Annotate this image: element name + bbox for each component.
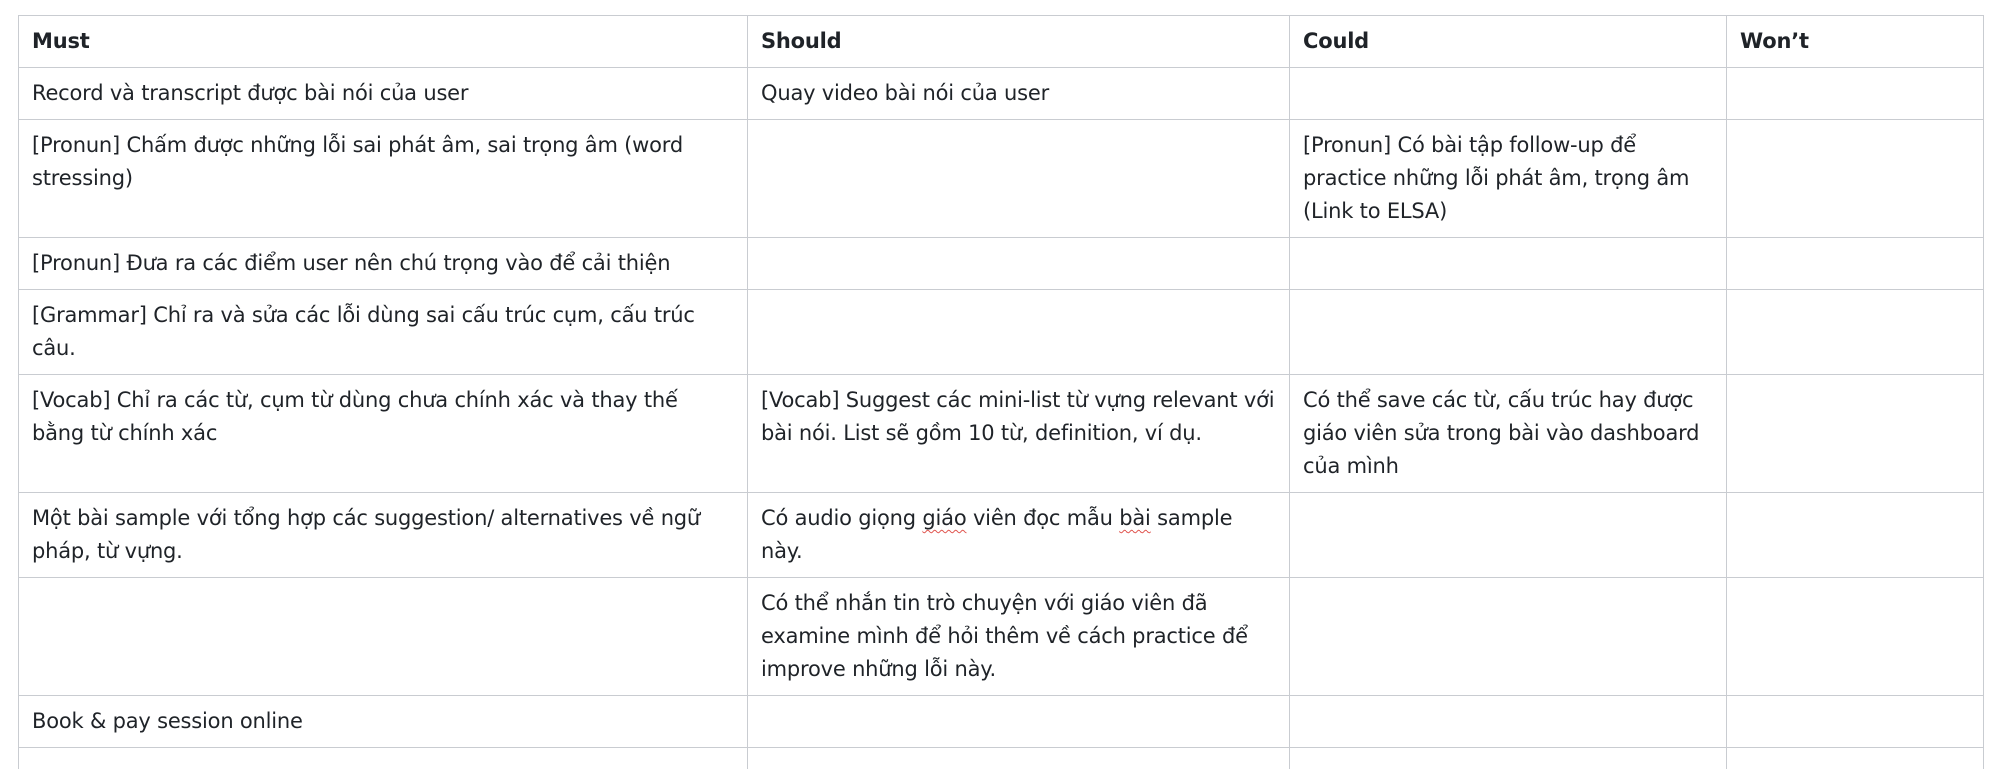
cell-wont[interactable]: [1727, 238, 1984, 290]
cell-should[interactable]: [748, 238, 1290, 290]
cell-wont[interactable]: [1727, 375, 1984, 493]
header-wont[interactable]: Won’t: [1727, 16, 1984, 68]
cell-could[interactable]: Có thể save các từ, cấu trúc hay được giáo viên sửa trong bài vào dashboard của mình: [1290, 375, 1727, 493]
table-row: [19, 238, 1984, 290]
cell-must[interactable]: Record và transcript được bài nói của user: [19, 68, 748, 120]
cell-should[interactable]: Có thể nhắn tin trò chuyện với giáo viên đã examine mình để hỏi thêm về cách practice để improve những lỗi này.: [748, 578, 1290, 696]
cell-should[interactable]: [748, 290, 1290, 375]
header-should[interactable]: Should: [748, 16, 1290, 68]
cell-should[interactable]: [748, 696, 1290, 748]
table-row: [19, 375, 1984, 493]
cell-must[interactable]: [Pronun] Đưa ra các điểm user nên chú trọng vào để cải thiện: [19, 238, 748, 290]
cell-text-segment: sample này.: [761, 506, 1233, 563]
cell-could[interactable]: [1290, 696, 1727, 748]
table-row: [19, 578, 1984, 696]
moscow-table-container: [18, 15, 1984, 769]
cell-could[interactable]: [1290, 290, 1727, 375]
header-must[interactable]: Must: [19, 16, 748, 68]
table-row: [19, 120, 1984, 238]
moscow-table: [18, 15, 1984, 769]
cell-should[interactable]: [748, 493, 1290, 578]
cell-should[interactable]: Quay video bài nói của user: [748, 68, 1290, 120]
cell-wont[interactable]: [1727, 68, 1984, 120]
cell-could[interactable]: [1290, 748, 1727, 769]
table-row: [19, 696, 1984, 748]
cell-wont[interactable]: [1727, 578, 1984, 696]
cell-could[interactable]: [1290, 238, 1727, 290]
cell-could[interactable]: [1290, 68, 1727, 120]
cell-should[interactable]: [Vocab] Suggest các mini-list từ vựng relevant với bài nói. List sẽ gồm 10 từ, definition, ví dụ.: [748, 375, 1290, 493]
table-row: [19, 748, 1984, 769]
table-row: [19, 290, 1984, 375]
cell-wont[interactable]: [1727, 290, 1984, 375]
cell-wont[interactable]: [1727, 493, 1984, 578]
cell-should[interactable]: [748, 748, 1290, 769]
table-header-row: [19, 16, 1984, 68]
cell-must[interactable]: [Vocab] Chỉ ra các từ, cụm từ dùng chưa chính xác và thay thế bằng từ chính xác: [19, 375, 748, 493]
cell-wont[interactable]: [1727, 696, 1984, 748]
table-row: [19, 68, 1984, 120]
cell-wont[interactable]: [1727, 748, 1984, 769]
cell-must[interactable]: [19, 748, 748, 769]
cell-could[interactable]: [1290, 578, 1727, 696]
spellcheck-flagged-word: giáo: [922, 506, 967, 530]
cell-must[interactable]: [Pronun] Chấm được những lỗi sai phát âm, sai trọng âm (word stressing): [19, 120, 748, 238]
cell-text-segment: Có audio giọng: [761, 506, 923, 530]
cell-should[interactable]: [748, 120, 1290, 238]
cell-must[interactable]: Book & pay session online: [19, 696, 748, 748]
cell-could[interactable]: [1290, 493, 1727, 578]
header-could[interactable]: Could: [1290, 16, 1727, 68]
spellcheck-flagged-word: bài: [1119, 506, 1151, 530]
cell-could[interactable]: [Pronun] Có bài tập follow-up để practice những lỗi phát âm, trọng âm (Link to ELSA): [1290, 120, 1727, 238]
cell-must[interactable]: [Grammar] Chỉ ra và sửa các lỗi dùng sai cấu trúc cụm, cấu trúc câu.: [19, 290, 748, 375]
cell-must[interactable]: [19, 578, 748, 696]
cell-must[interactable]: Một bài sample với tổng hợp các suggestion/ alternatives về ngữ pháp, từ vựng.: [19, 493, 748, 578]
table-row: [19, 493, 1984, 578]
cell-wont[interactable]: [1727, 120, 1984, 238]
cell-text-segment: viên đọc mẫu: [966, 506, 1120, 530]
